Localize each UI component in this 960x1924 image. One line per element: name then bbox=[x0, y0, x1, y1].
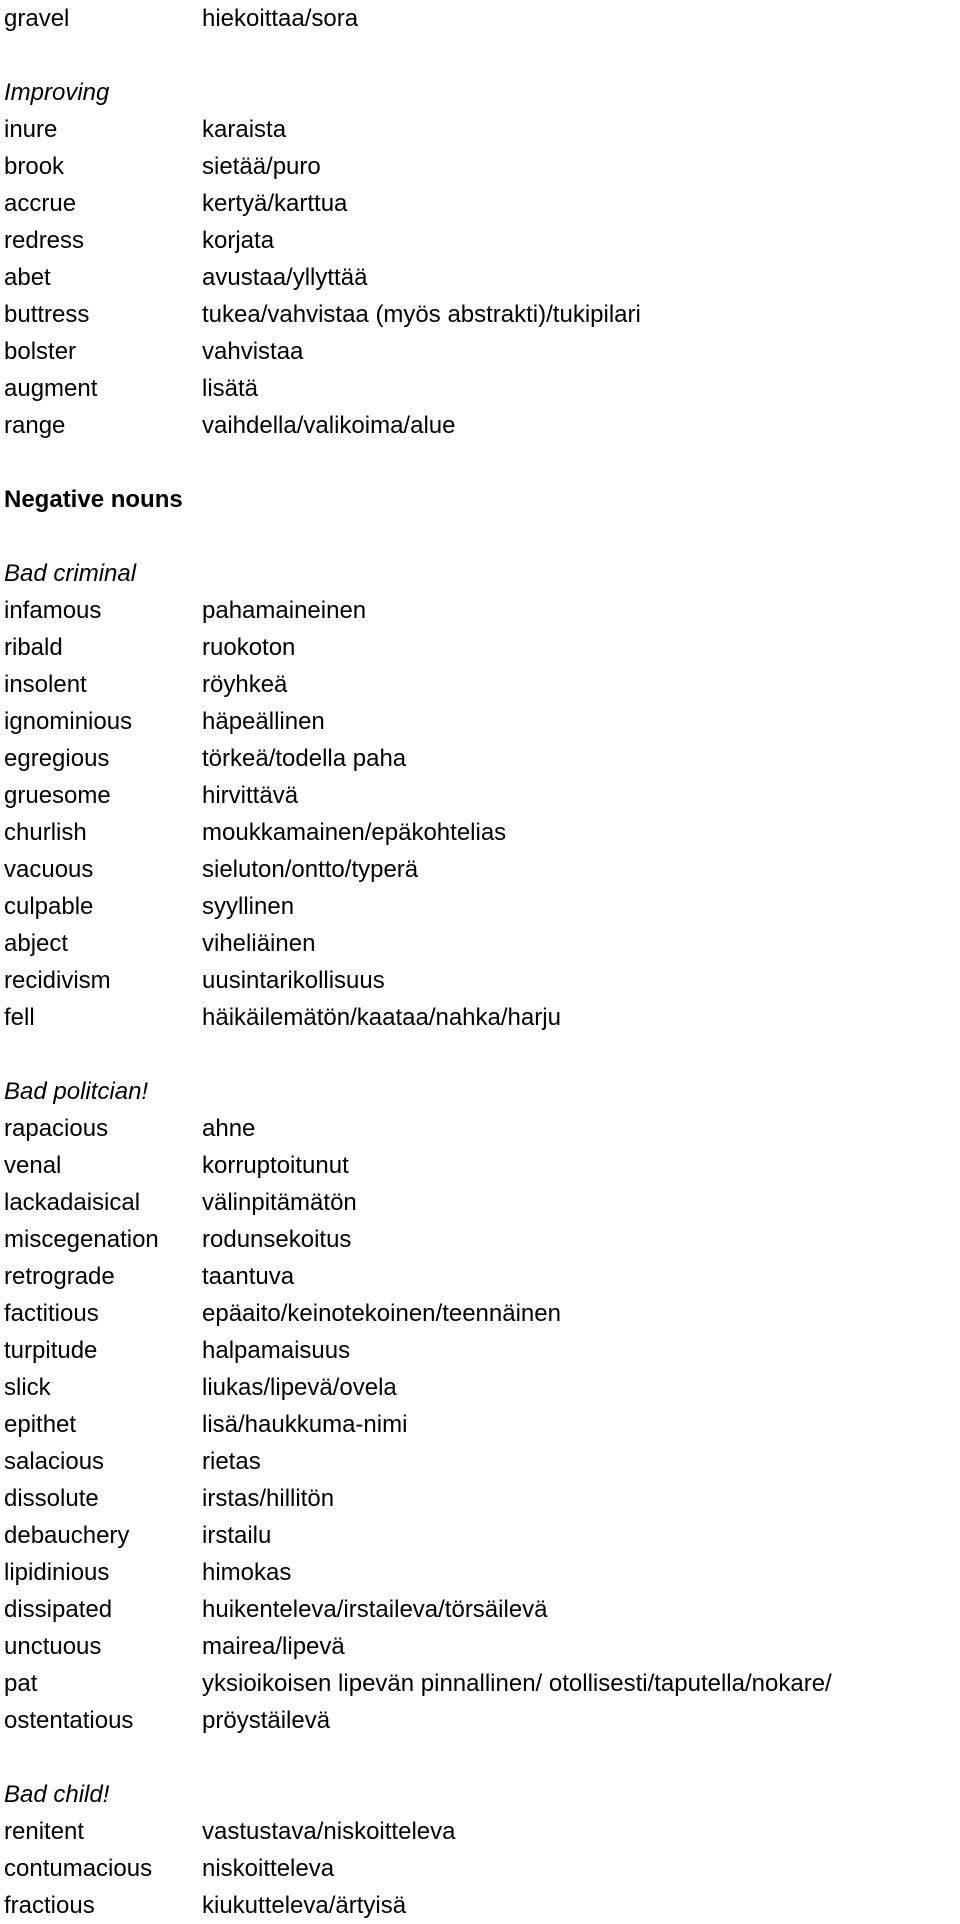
english-word: epithet bbox=[4, 1411, 77, 1438]
bad-politician-list bbox=[4, 1110, 956, 1739]
english-word: egregious bbox=[4, 745, 110, 772]
finnish-translation: tukea/vahvistaa (myös abstrakti)/tukipilari bbox=[202, 301, 641, 328]
finnish-translation: ruokoton bbox=[202, 634, 296, 661]
english-word: culpable bbox=[4, 893, 94, 920]
vocab-entry bbox=[4, 1443, 956, 1480]
vocab-entry bbox=[4, 703, 956, 740]
english-word: turpitude bbox=[4, 1337, 98, 1364]
english-word: infamous bbox=[4, 597, 102, 624]
vocab-entry bbox=[4, 629, 956, 666]
finnish-translation: epäaito/keinotekoinen/teennäinen bbox=[202, 1300, 561, 1327]
vocab-entry bbox=[4, 407, 956, 444]
vocab-entry bbox=[4, 666, 956, 703]
subsection-heading-bad-child: Bad child! bbox=[4, 1781, 110, 1808]
english-word: brook bbox=[4, 153, 65, 180]
vocab-entry bbox=[4, 925, 956, 962]
finnish-translation: röyhkeä bbox=[202, 671, 288, 698]
english-word: bolster bbox=[4, 338, 77, 365]
subsection-heading-bad-politician: Bad politcian! bbox=[4, 1078, 149, 1105]
subsection-heading-bad-criminal: Bad criminal bbox=[4, 560, 137, 587]
english-word: dissolute bbox=[4, 1485, 99, 1512]
finnish-translation: yksioikoisen lipevän pinnallinen/ otollisesti/taputella/nokare/ bbox=[202, 1670, 832, 1697]
vocab-entry bbox=[4, 962, 956, 999]
english-word: ribald bbox=[4, 634, 63, 661]
section-heading-negative-nouns: Negative nouns bbox=[4, 486, 183, 513]
english-word: augment bbox=[4, 375, 98, 402]
finnish-translation: häikäilemätön/kaataa/nahka/harju bbox=[202, 1004, 561, 1031]
english-word: renitent bbox=[4, 1818, 85, 1845]
finnish-translation: uusintarikollisuus bbox=[202, 967, 385, 994]
finnish-translation: vaihdella/valikoima/alue bbox=[202, 412, 456, 439]
vocab-entry bbox=[4, 999, 956, 1036]
vocab-entry bbox=[4, 888, 956, 925]
english-word: miscegenation bbox=[4, 1226, 159, 1253]
english-word: slick bbox=[4, 1374, 51, 1401]
finnish-translation: viheliäinen bbox=[202, 930, 316, 957]
vocab-entry bbox=[4, 1554, 956, 1591]
finnish-translation: korjata bbox=[202, 227, 275, 254]
vocab-entry bbox=[4, 259, 956, 296]
vocab-entry bbox=[4, 296, 956, 333]
finnish-translation: lisätä bbox=[202, 375, 259, 402]
vocab-entry bbox=[4, 1258, 956, 1295]
english-word: recidivism bbox=[4, 967, 111, 994]
finnish-translation: hirvittävä bbox=[202, 782, 299, 809]
finnish-translation: hiekoittaa/sora bbox=[202, 5, 359, 32]
finnish-translation: ahne bbox=[202, 1115, 256, 1142]
english-word: venal bbox=[4, 1152, 62, 1179]
spacer bbox=[4, 444, 956, 481]
vocab-entry bbox=[4, 1517, 956, 1554]
finnish-translation: niskoitteleva bbox=[202, 1855, 335, 1882]
english-word: factitious bbox=[4, 1300, 99, 1327]
vocab-entry bbox=[4, 777, 956, 814]
vocab-entry bbox=[4, 851, 956, 888]
vocab-entry bbox=[4, 1591, 956, 1628]
english-word: abet bbox=[4, 264, 51, 291]
english-word: range bbox=[4, 412, 66, 439]
vocab-entry bbox=[4, 740, 956, 777]
finnish-translation: mairea/lipevä bbox=[202, 1633, 345, 1660]
vocab-entry bbox=[4, 1628, 956, 1665]
english-word: ignominious bbox=[4, 708, 133, 735]
vocab-entry bbox=[4, 1702, 956, 1739]
english-word: churlish bbox=[4, 819, 87, 846]
vocabulary-document bbox=[4, 0, 956, 1924]
vocab-entry bbox=[4, 222, 956, 259]
finnish-translation: vastustava/niskoitteleva bbox=[202, 1818, 456, 1845]
finnish-translation: sietää/puro bbox=[202, 153, 321, 180]
english-word: debauchery bbox=[4, 1522, 130, 1549]
vocab-entry bbox=[4, 111, 956, 148]
finnish-translation: huikenteleva/irstaileva/törsäilevä bbox=[202, 1596, 548, 1623]
finnish-translation: pahamaineinen bbox=[202, 597, 367, 624]
finnish-translation: rodunsekoitus bbox=[202, 1226, 352, 1253]
finnish-translation: avustaa/yllyttää bbox=[202, 264, 368, 291]
english-word: dissipated bbox=[4, 1596, 113, 1623]
vocab-entry bbox=[4, 1369, 956, 1406]
vocab-entry bbox=[4, 185, 956, 222]
english-word: abject bbox=[4, 930, 69, 957]
vocab-entry bbox=[4, 1480, 956, 1517]
finnish-translation: törkeä/todella paha bbox=[202, 745, 407, 772]
english-word: ostentatious bbox=[4, 1707, 134, 1734]
vocab-entry bbox=[4, 1147, 956, 1184]
finnish-translation: halpamaisuus bbox=[202, 1337, 351, 1364]
english-word: insolent bbox=[4, 671, 87, 698]
finnish-translation: irstailu bbox=[202, 1522, 272, 1549]
english-word: rapacious bbox=[4, 1115, 109, 1142]
english-word: retrograde bbox=[4, 1263, 115, 1290]
english-word: gruesome bbox=[4, 782, 111, 809]
finnish-translation: korruptoitunut bbox=[202, 1152, 349, 1179]
finnish-translation: moukkamainen/epäkohtelias bbox=[202, 819, 507, 846]
vocab-entry bbox=[4, 1665, 956, 1702]
finnish-translation: karaista bbox=[202, 116, 287, 143]
vocab-entry bbox=[4, 1184, 956, 1221]
vocab-entry bbox=[4, 592, 956, 629]
vocab-entry bbox=[4, 1813, 956, 1850]
vocab-entry bbox=[4, 1295, 956, 1332]
vocab-entry bbox=[4, 1406, 956, 1443]
vocab-entry bbox=[4, 1850, 956, 1887]
bad-child-list bbox=[4, 1813, 956, 1924]
finnish-translation: taantuva bbox=[202, 1263, 295, 1290]
finnish-translation: liukas/lipevä/ovela bbox=[202, 1374, 397, 1401]
english-word: fell bbox=[4, 1004, 35, 1031]
english-word: accrue bbox=[4, 190, 77, 217]
english-word: vacuous bbox=[4, 856, 94, 883]
finnish-translation: vahvistaa bbox=[202, 338, 304, 365]
vocab-entry bbox=[4, 814, 956, 851]
vocab-entry bbox=[4, 0, 956, 37]
vocab-entry bbox=[4, 148, 956, 185]
english-word: lipidinious bbox=[4, 1559, 110, 1586]
finnish-translation: himokas bbox=[202, 1559, 292, 1586]
english-word: salacious bbox=[4, 1448, 105, 1475]
spacer bbox=[4, 1036, 956, 1073]
vocab-entry bbox=[4, 1887, 956, 1924]
finnish-translation: sieluton/ontto/typerä bbox=[202, 856, 419, 883]
vocab-entry bbox=[4, 333, 956, 370]
bad-criminal-list bbox=[4, 592, 956, 1036]
english-word: inure bbox=[4, 116, 58, 143]
vocab-entry bbox=[4, 370, 956, 407]
finnish-translation: lisä/haukkuma-nimi bbox=[202, 1411, 408, 1438]
english-word: gravel bbox=[4, 5, 70, 32]
improving-list bbox=[4, 111, 956, 444]
finnish-translation: kiukutteleva/ärtyisä bbox=[202, 1892, 407, 1919]
finnish-translation: välinpitämätön bbox=[202, 1189, 357, 1216]
spacer bbox=[4, 37, 956, 74]
finnish-translation: pröystäilevä bbox=[202, 1707, 331, 1734]
finnish-translation: irstas/hillitön bbox=[202, 1485, 335, 1512]
spacer bbox=[4, 518, 956, 555]
english-word: buttress bbox=[4, 301, 90, 328]
english-word: fractious bbox=[4, 1892, 95, 1919]
finnish-translation: kertyä/karttua bbox=[202, 190, 348, 217]
vocab-entry bbox=[4, 1110, 956, 1147]
finnish-translation: rietas bbox=[202, 1448, 261, 1475]
finnish-translation: syyllinen bbox=[202, 893, 295, 920]
spacer bbox=[4, 1739, 956, 1776]
section-heading-improving: Improving bbox=[4, 79, 110, 106]
vocab-entry bbox=[4, 1332, 956, 1369]
english-word: pat bbox=[4, 1670, 38, 1697]
vocab-entry bbox=[4, 1221, 956, 1258]
english-word: redress bbox=[4, 227, 85, 254]
english-word: lackadaisical bbox=[4, 1189, 141, 1216]
finnish-translation: häpeällinen bbox=[202, 708, 325, 735]
english-word: contumacious bbox=[4, 1855, 153, 1882]
english-word: unctuous bbox=[4, 1633, 102, 1660]
